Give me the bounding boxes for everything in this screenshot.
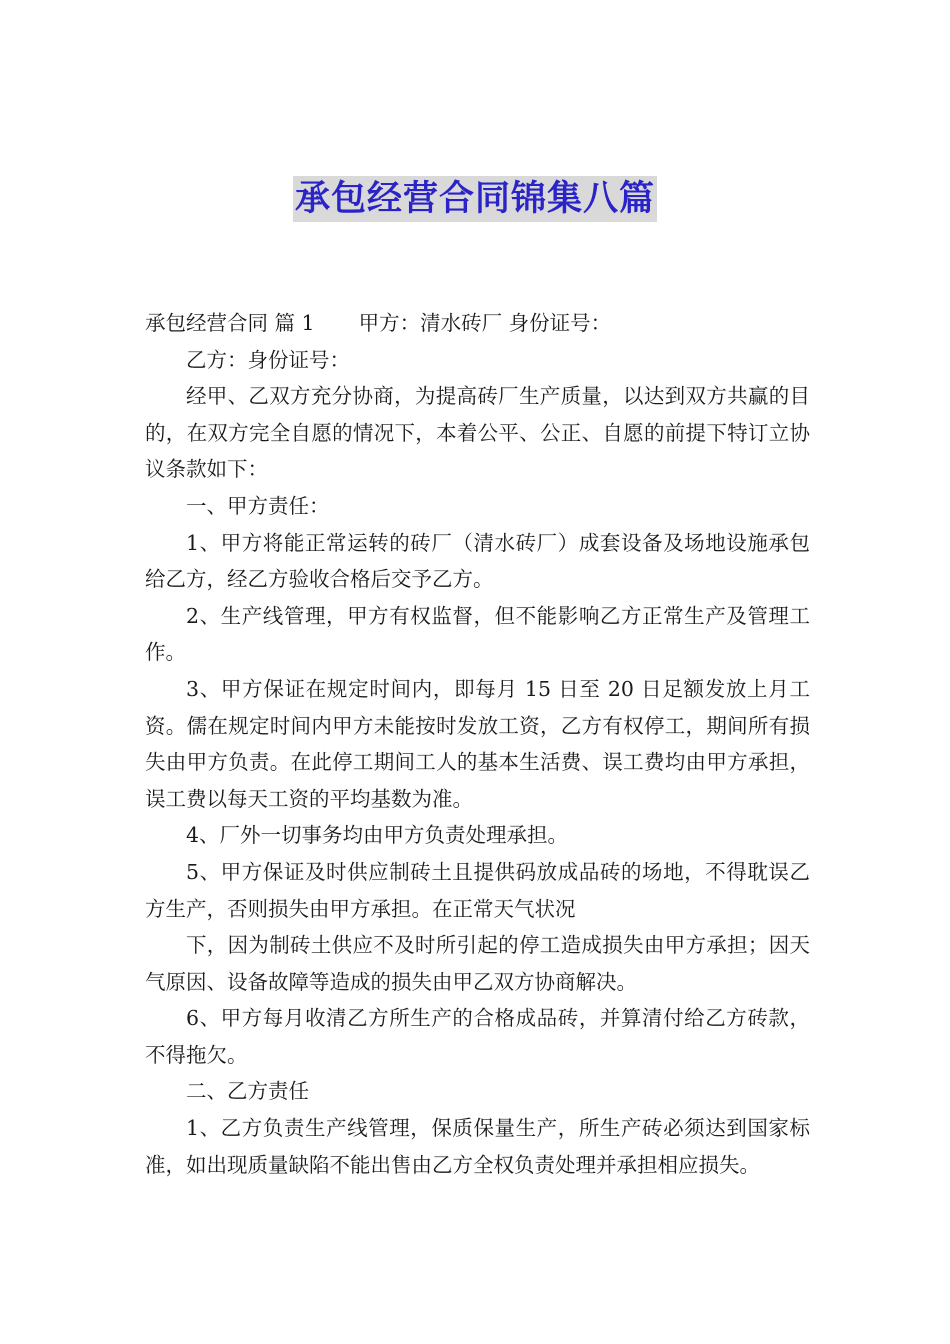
- title-block: [0, 176, 950, 222]
- paragraph: 一、甲方责任：: [186, 493, 330, 518]
- document-title: 承包经营合同锦集八篇: [293, 176, 657, 222]
- paragraph: 乙方：身份证号：: [186, 347, 350, 372]
- document-body: [145, 305, 810, 1183]
- paragraph: 4、厂外一切事务均由甲方负责处理承担。: [186, 823, 569, 848]
- section-heading: 承包经营合同 篇 1: [145, 311, 315, 335]
- paragraph: 经甲、乙双方充分协商，为提高砖厂生产质量，以达到双方共赢的目的，在双方完全自愿的情况下，本着公平、公正、自愿的前提下特订立协议条款如下：: [145, 384, 810, 482]
- paragraph: 下，因为制砖土供应不及时所引起的停工造成损失由甲方承担；因天气原因、设备故障等造成的损失由甲乙双方协商解决。: [145, 933, 810, 994]
- paragraph: 6、甲方每月收清乙方所生产的合格成品砖，并算清付给乙方砖款，不得拖欠。: [145, 1006, 810, 1067]
- paragraph: 2、生产线管理，甲方有权监督，但不能影响乙方正常生产及管理工作。: [145, 603, 810, 665]
- party-a-line: 甲方：清水砖厂 身份证号：: [358, 311, 612, 335]
- paragraph: 1、乙方负责生产线管理，保质保量生产，所生产砖必须达到国家标准，如出现质量缺陷不能出售由乙方全权负责处理并承担相应损失。: [145, 1116, 810, 1177]
- paragraph: 3、甲方保证在规定时间内，即每月 15 日至 20 日足额发放上月工资。儒在规定时间内甲方未能按时发放工资，乙方有权停工，期间所有损失由甲方负责。在此停工期间工人的基本生活费、误工费均由甲方承担，误工费以每天工资的平均基数为准。: [145, 676, 810, 811]
- paragraph: 5、甲方保证及时供应制砖土且提供码放成品砖的场地，不得耽误乙方生产，否则损失由甲方承担。在正常天气状况: [145, 859, 810, 921]
- paragraph: 1、甲方将能正常运转的砖厂（清水砖厂）成套设备及场地设施承包给乙方，经乙方验收合格后交予乙方。: [145, 530, 810, 592]
- intro-line: [145, 305, 810, 342]
- paragraph: 二、乙方责任: [186, 1079, 309, 1104]
